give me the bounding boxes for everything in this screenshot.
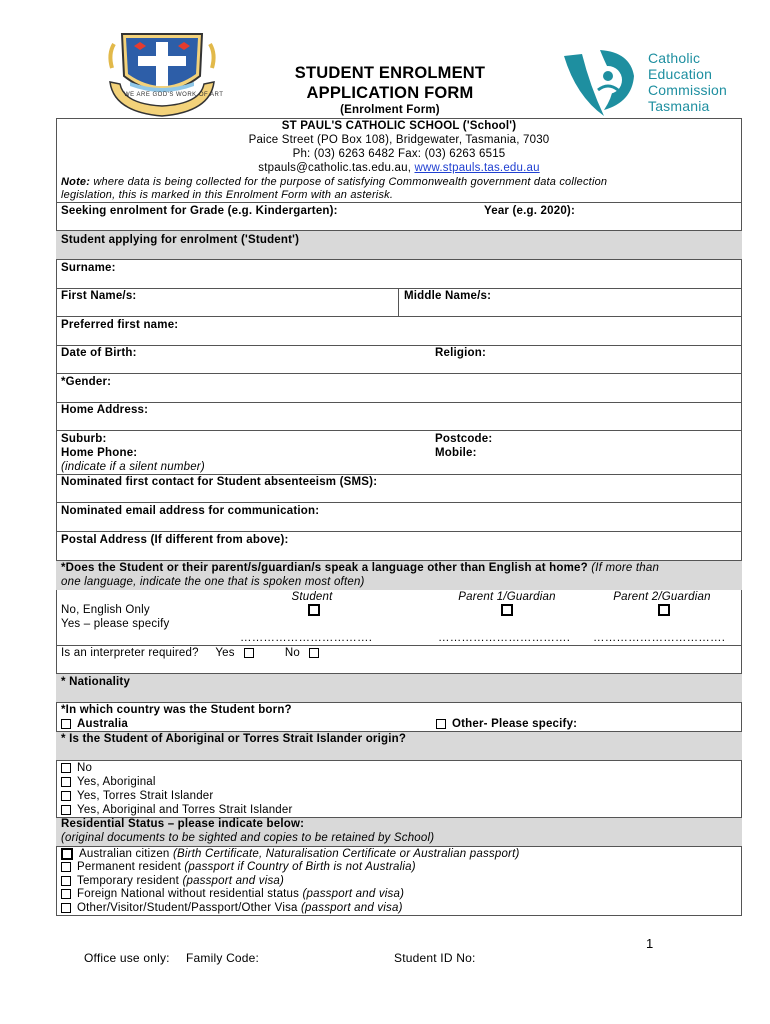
australia-option <box>61 718 128 730</box>
nationality-section-bg <box>56 673 742 702</box>
residential-option-note: (Birth Certificate, Naturalisation Certificate or Australian passport) <box>172 848 520 861</box>
parent1-language-checkbox[interactable] <box>501 604 513 616</box>
residential-option <box>61 861 416 873</box>
student-id-label: Student ID No: <box>394 951 476 965</box>
divider <box>56 645 742 646</box>
residential-note: (original documents to be sighted and copies to be retained by School) <box>61 832 435 844</box>
aboriginal-yes-checkbox[interactable] <box>61 777 71 787</box>
student-language-field[interactable]: ……………………………. <box>240 632 373 644</box>
aboriginal-no-checkbox[interactable] <box>61 763 71 773</box>
divider <box>56 202 742 203</box>
grade-label: Seeking enrolment for Grade (e.g. Kindergarten): <box>61 205 338 217</box>
permanent-resident-checkbox[interactable] <box>61 862 71 872</box>
column-divider <box>398 288 399 316</box>
form-title-line1: STUDENT ENROLMENT <box>294 64 486 82</box>
australian-citizen-checkbox[interactable] <box>61 848 73 860</box>
residential-option-label: Permanent resident <box>77 861 185 873</box>
divider <box>56 731 742 732</box>
divider <box>56 259 742 260</box>
divider <box>56 373 742 374</box>
language-question-text: *Does the Student or their parent/s/guardian/s speak a language other than English at home? <box>61 562 588 574</box>
mobile-label: Mobile: <box>435 447 477 459</box>
form-subtitle: (Enrolment Form) <box>340 104 440 116</box>
parent2-language-checkbox[interactable] <box>658 604 670 616</box>
aboriginal-option-label: Yes, Torres Strait Islander <box>77 790 214 802</box>
interpreter-yes-label: Yes <box>215 647 235 659</box>
residential-option <box>61 888 404 900</box>
other-visa-checkbox[interactable] <box>61 903 71 913</box>
school-website-link[interactable]: www.stpauls.tas.edu.au <box>414 162 540 174</box>
aboriginal-option <box>61 790 213 802</box>
residential-option <box>61 875 284 887</box>
dob-label: Date of Birth: <box>61 347 137 359</box>
language-question-note-2: one language, indicate the one that is spoken most often) <box>61 576 365 588</box>
residential-option-label: Other/Visitor/Student/Passport/Other Visa <box>77 902 302 914</box>
divider <box>56 502 742 503</box>
other-country-checkbox[interactable] <box>436 719 446 729</box>
divider <box>56 288 742 289</box>
residential-option-note: (passport and visa) <box>301 902 403 914</box>
divider <box>56 316 742 317</box>
middle-name-label: Middle Name/s: <box>404 290 492 302</box>
note-line2: legislation, this is marked in this Enrolment Form with an asterisk. <box>61 189 394 201</box>
interpreter-no-label: No <box>284 647 301 659</box>
note-line1 <box>61 176 607 188</box>
option-english-only: No, English Only <box>61 604 150 616</box>
temporary-resident-checkbox[interactable] <box>61 876 71 886</box>
language-question-note: (If more than <box>587 562 660 574</box>
divider <box>56 430 742 431</box>
foreign-national-checkbox[interactable] <box>61 889 71 899</box>
aboriginal-question: * Is the Student of Aboriginal or Torres Strait Islander origin? <box>61 733 407 745</box>
divider <box>56 345 742 346</box>
option-yes-specify: Yes – please specify <box>61 618 170 630</box>
form-title-line2: APPLICATION FORM <box>306 84 474 102</box>
column-student: Student <box>291 591 333 603</box>
other-country-option <box>436 718 577 730</box>
aboriginal-option <box>61 804 293 816</box>
australia-label: Australia <box>77 718 129 730</box>
column-parent2: Parent 2/Guardian <box>613 591 711 603</box>
interpreter-yes-checkbox[interactable] <box>244 648 254 658</box>
postal-address-label: Postal Address (If different from above): <box>61 534 289 546</box>
student-section-heading: Student applying for enrolment ('Student') <box>61 234 300 246</box>
aboriginal-and-torres-checkbox[interactable] <box>61 805 71 815</box>
school-crest-logo <box>104 24 220 120</box>
divider <box>56 402 742 403</box>
school-name: ST PAUL'S CATHOLIC SCHOOL ('School') <box>281 120 517 132</box>
interpreter-question <box>61 647 325 659</box>
residential-option-label: Temporary resident <box>77 875 183 887</box>
ceo-logo-text-3: Commission <box>648 82 728 98</box>
aboriginal-option-label: Yes, Aboriginal and Torres Strait Islander <box>77 804 293 816</box>
divider <box>56 702 742 703</box>
aboriginal-option-label: No <box>77 762 93 774</box>
residential-heading: Residential Status – please indicate below: <box>61 818 305 830</box>
surname-label: Surname: <box>61 262 116 274</box>
parent1-language-field[interactable]: ……………………………. <box>438 632 571 644</box>
first-contact-label: Nominated first contact for Student absenteeism (SMS): <box>61 476 378 488</box>
postcode-label: Postcode: <box>435 433 493 445</box>
office-use-label: Office use only: <box>84 951 170 965</box>
divider <box>56 474 742 475</box>
interpreter-no-checkbox[interactable] <box>309 648 319 658</box>
religion-label: Religion: <box>435 347 486 359</box>
home-phone-label: Home Phone: <box>61 447 138 459</box>
ceo-logo-text-4: Tasmania <box>648 98 710 114</box>
residential-option-note: (passport if Country of Birth is not Australia) <box>184 861 416 873</box>
preferred-name-label: Preferred first name: <box>61 319 179 331</box>
other-country-label: Other- Please specify: <box>452 718 578 730</box>
silent-number-note: (indicate if a silent number) <box>61 461 205 473</box>
parent2-language-field[interactable]: ……………………………. <box>593 632 726 644</box>
residential-option <box>61 902 403 914</box>
divider <box>56 531 742 532</box>
divider <box>56 673 742 674</box>
school-email: stpauls@catholic.tas.edu.au, <box>258 162 415 174</box>
aboriginal-option <box>61 776 156 788</box>
australia-checkbox[interactable] <box>61 719 71 729</box>
note-text: where data is being collected for the purpose of satisfying Commonwealth government data collection <box>90 176 608 188</box>
residential-option-note: (passport and visa) <box>302 888 405 900</box>
torres-strait-checkbox[interactable] <box>61 791 71 801</box>
divider <box>56 560 742 561</box>
birth-country-question: *In which country was the Student born? <box>61 704 292 716</box>
note-label: Note: <box>61 176 91 188</box>
divider <box>56 846 742 847</box>
aboriginal-option <box>61 762 92 774</box>
school-address: Paice Street (PO Box 108), Bridgewater, Tasmania, 7030 <box>248 134 550 146</box>
language-question <box>61 562 659 574</box>
nationality-heading: * Nationality <box>61 676 131 688</box>
suburb-label: Suburb: <box>61 433 107 445</box>
year-label: Year (e.g. 2020): <box>484 205 575 217</box>
aboriginal-option-label: Yes, Aboriginal <box>77 776 156 788</box>
residential-option-label: Australian citizen <box>79 848 173 861</box>
crest-motto: WE ARE GOD'S WORK OF ART <box>124 92 224 98</box>
first-name-label: First Name/s: <box>61 290 137 302</box>
ceo-logo-mark <box>560 46 640 118</box>
residential-option-label: Foreign National without residential status <box>77 888 303 900</box>
home-address-label: Home Address: <box>61 404 149 416</box>
family-code-label: Family Code: <box>186 951 260 965</box>
divider <box>56 230 742 231</box>
residential-option-note: (passport and visa) <box>182 875 285 887</box>
email-label: Nominated email address for communication: <box>61 505 320 517</box>
student-language-checkbox[interactable] <box>308 604 320 616</box>
ceo-logo-text-1: Catholic <box>648 50 701 66</box>
school-phone: Ph: (03) 6263 6482 Fax: (03) 6263 6515 <box>292 148 506 160</box>
page-number: 1 <box>646 936 654 951</box>
gender-label: *Gender: <box>61 376 112 388</box>
interpreter-label: Is an interpreter required? <box>61 647 199 659</box>
ceo-logo-text-2: Education <box>648 66 713 82</box>
residential-option <box>61 848 520 860</box>
school-contact <box>56 162 742 174</box>
divider <box>56 760 742 761</box>
column-parent1: Parent 1/Guardian <box>458 591 556 603</box>
